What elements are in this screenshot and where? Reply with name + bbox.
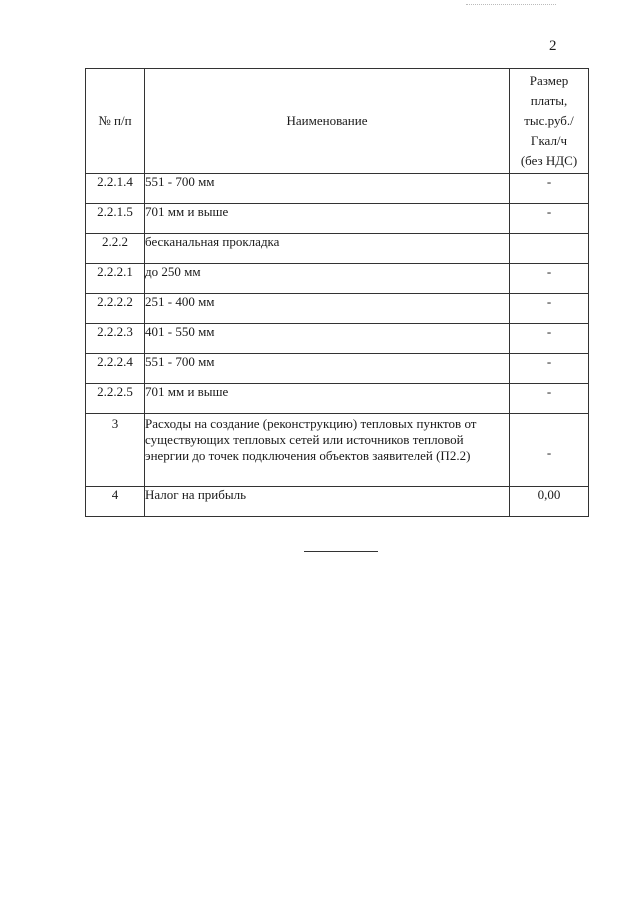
row-value: - <box>510 264 589 294</box>
row-name: 551 - 700 мм <box>145 174 510 204</box>
table-row <box>86 354 589 384</box>
header-value-line: платы, <box>530 93 568 108</box>
table-row <box>86 487 589 517</box>
row-value: - <box>510 174 589 204</box>
row-name: Расходы на создание (реконструкцию) тепловых пунктов от существующих тепловых сетей или источников тепловой энергии до точек подключения объектов заявителей (П2.2) <box>145 414 510 487</box>
table-row <box>86 384 589 414</box>
table-row <box>86 234 589 264</box>
table-header-row <box>86 69 589 174</box>
fee-table <box>85 68 589 517</box>
row-value: 0,00 <box>510 487 589 517</box>
table-row <box>86 294 589 324</box>
row-number: 2.2.2 <box>86 234 145 264</box>
header-value-line: тыс.руб./ <box>524 113 574 128</box>
row-name: Налог на прибыль <box>145 487 510 517</box>
table-row <box>86 324 589 354</box>
row-name: 251 - 400 мм <box>145 294 510 324</box>
header-value <box>510 69 589 174</box>
header-value-line: Размер <box>529 73 569 88</box>
row-name: 401 - 550 мм <box>145 324 510 354</box>
table-row <box>86 204 589 234</box>
row-value: - <box>510 294 589 324</box>
header-name: Наименование <box>145 69 510 174</box>
row-value: - <box>510 354 589 384</box>
header-number: № п/п <box>86 69 145 174</box>
table-row <box>86 414 589 487</box>
row-name: бесканальная прокладка <box>145 234 510 264</box>
scan-mark <box>466 4 556 6</box>
row-name: до 250 мм <box>145 264 510 294</box>
table-row <box>86 264 589 294</box>
row-value: - <box>510 204 589 234</box>
row-value: - <box>510 324 589 354</box>
header-value-line: Гкал/ч <box>530 133 568 148</box>
row-name: 701 мм и выше <box>145 384 510 414</box>
row-value: - <box>510 384 589 414</box>
row-value: - <box>510 414 589 487</box>
row-number: 2.2.2.2 <box>86 294 145 324</box>
row-number: 2.2.1.4 <box>86 174 145 204</box>
row-number: 2.2.1.5 <box>86 204 145 234</box>
row-number: 2.2.2.3 <box>86 324 145 354</box>
end-rule <box>304 551 378 552</box>
row-number: 2.2.2.4 <box>86 354 145 384</box>
row-value <box>510 234 589 264</box>
row-number: 2.2.2.5 <box>86 384 145 414</box>
row-number: 2.2.2.1 <box>86 264 145 294</box>
table-row <box>86 174 589 204</box>
page-number: 2 <box>549 38 557 54</box>
row-name: 551 - 700 мм <box>145 354 510 384</box>
row-number: 3 <box>86 414 145 487</box>
header-value-line: (без НДС) <box>520 153 578 168</box>
row-number: 4 <box>86 487 145 517</box>
row-name: 701 мм и выше <box>145 204 510 234</box>
